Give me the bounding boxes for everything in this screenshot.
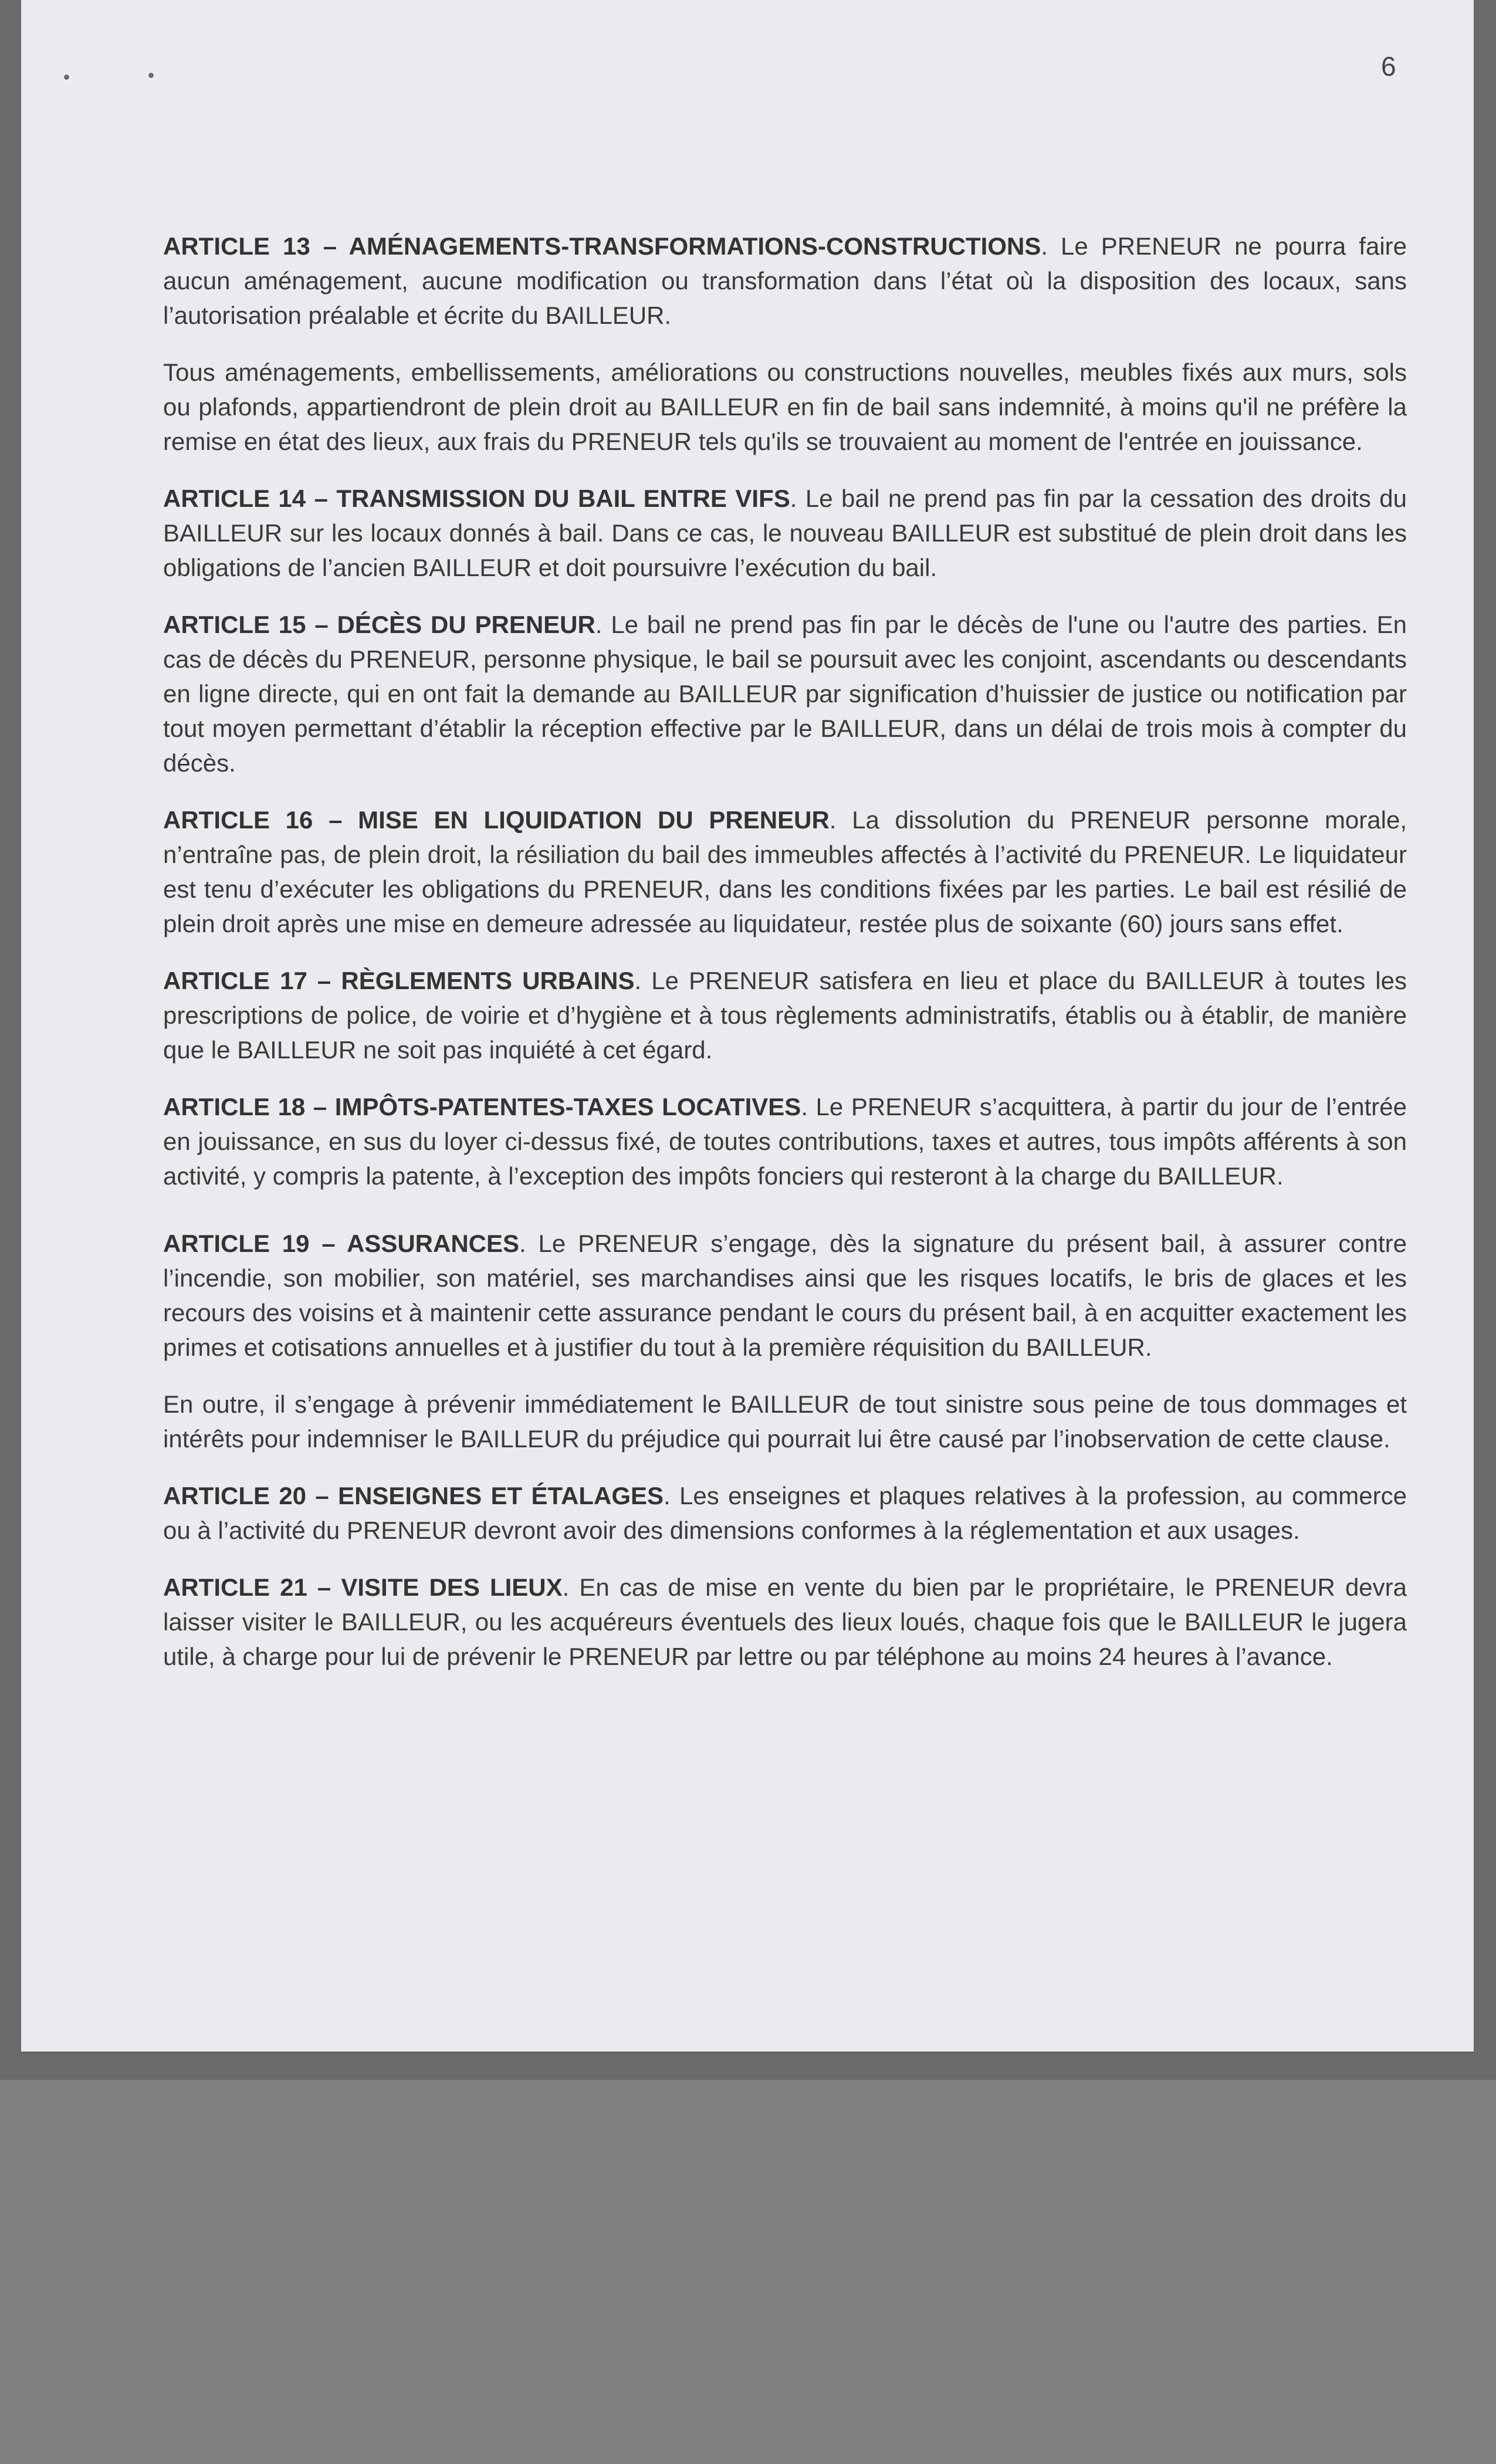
article-heading: ARTICLE 20 – ENSEIGNES ET ÉTALAGES (163, 1482, 664, 1509)
article-text: En outre, il s’engage à prévenir immédiatement le BAILLEUR de tout sinistre sous peine de tous dommages et intérêts pour indemniser le BAILLEUR du préjudice qui pourrait lui être causé par l’inobservation de cette clause. (163, 1390, 1407, 1453)
article-heading: ARTICLE 19 – ASSURANCES (163, 1230, 520, 1257)
article-text: . Le bail ne prend pas fin par le décès de l'une ou l'autre des parties. En cas de décès du PRENEUR, personne physique, le bail se poursuit avec les conjoint, ascendants ou descendants en ligne directe, qui en ont fait la demande au BAILLEUR par signification d’huissier de justice ou notification par tout moyen permettant d’établir la réception effective par le BAILLEUR, dans un délai de trois mois à compter du décès. (163, 611, 1407, 777)
article-21 (163, 1570, 1407, 1674)
article-heading: ARTICLE 13 – AMÉNAGEMENTS-TRANSFORMATIONS-CONSTRUCTIONS (163, 232, 1041, 260)
article-13 (163, 229, 1407, 333)
article-19-continuation (163, 1387, 1407, 1456)
article-18 (163, 1089, 1407, 1193)
article-heading: ARTICLE 17 – RÈGLEMENTS URBAINS (163, 967, 635, 994)
article-text: . Le PRENEUR s’engage, dès la signature du présent bail, à assurer contre l’incendie, son mobilier, son matériel, ses marchandises ainsi que les risques locatifs, le bris de glaces et les recours des voisins et à maintenir cette assurance pendant le cours du présent bail, à en acquitter exactement les primes et cotisations annuelles et à justifier du tout à la première réquisition du BAILLEUR. (163, 1230, 1407, 1361)
article-14 (163, 481, 1407, 585)
article-text: . Le PRENEUR s’acquittera, à partir du jour de l’entrée en jouissance, en sus du loyer ci-dessus fixé, de toutes contributions, taxes et autres, tous impôts afférents à son activité, y compris la patente, à l’exception des impôts fonciers qui resteront à la charge du BAILLEUR. (163, 1093, 1407, 1190)
article-text: . Le bail ne prend pas fin par la cessation des droits du BAILLEUR sur les locaux donnés à bail. Dans ce cas, le nouveau BAILLEUR est substitué de plein droit dans les obligations de l’ancien BAILLEUR et doit poursuivre l’exécution du bail. (163, 485, 1407, 581)
page-number: 6 (1381, 51, 1396, 82)
article-heading: ARTICLE 14 – TRANSMISSION DU BAIL ENTRE VIFS (163, 485, 790, 512)
article-text: . Les enseignes et plaques relatives à la profession, au commerce ou à l’activité du PRENEUR devront avoir des dimensions conformes à la réglementation et aux usages. (163, 1482, 1407, 1544)
article-20 (163, 1478, 1407, 1548)
article-17 (163, 963, 1407, 1067)
article-heading: ARTICLE 16 – MISE EN LIQUIDATION DU PRENEUR (163, 806, 830, 834)
article-text: . Le PRENEUR satisfera en lieu et place du BAILLEUR à toutes les prescriptions de police, de voirie et d’hygiène et à tous règlements administratifs, établis ou à établir, de manière que le BAILLEUR ne soit pas inquiété à cet égard. (163, 967, 1407, 1064)
article-text: . La dissolution du PRENEUR personne morale, n’entraîne pas, de plein droit, la résiliation du bail des immeubles affectés à l’activité du PRENEUR. Le liquidateur est tenu d’exécuter les obligations du PRENEUR, dans les conditions fixées par les parties. Le bail est résilié de plein droit après une mise en demeure adressée au liquidateur, restée plus de soixante (60) jours sans effet. (163, 806, 1407, 937)
article-heading: ARTICLE 18 – IMPÔTS-PATENTES-TAXES LOCATIVES (163, 1093, 801, 1121)
article-heading: ARTICLE 21 – VISITE DES LIEUX (163, 1573, 563, 1601)
punch-hole-mark (64, 75, 69, 80)
article-heading: ARTICLE 15 – DÉCÈS DU PRENEUR (163, 611, 595, 638)
article-15 (163, 607, 1407, 780)
article-text: . En cas de mise en vente du bien par le propriétaire, le PRENEUR devra laisser visiter le BAILLEUR, ou les acquéreurs éventuels des lieux loués, chaque fois que le BAILLEUR le jugera utile, à charge pour lui de prévenir le PRENEUR par lettre ou par téléphone au moins 24 heures à l’avance. (163, 1573, 1407, 1670)
article-13-continuation (163, 355, 1407, 459)
article-16 (163, 803, 1407, 941)
document-body (163, 229, 1407, 1696)
article-text: . Le PRENEUR ne pourra faire aucun aménagement, aucune modification ou transformation dans l’état où la disposition des locaux, sans l’autorisation préalable et écrite du BAILLEUR. (163, 232, 1407, 329)
article-19 (163, 1226, 1407, 1365)
article-text: Tous aménagements, embellissements, améliorations ou constructions nouvelles, meubles fixés aux murs, sols ou plafonds, appartiendront de plein droit au BAILLEUR en fin de bail sans indemnité, à moins qu'il ne préfère la remise en état des lieux, aux frais du PRENEUR tels qu'ils se trouvaient au moment de l'entrée en jouissance. (163, 358, 1407, 455)
punch-hole-mark (148, 73, 154, 78)
